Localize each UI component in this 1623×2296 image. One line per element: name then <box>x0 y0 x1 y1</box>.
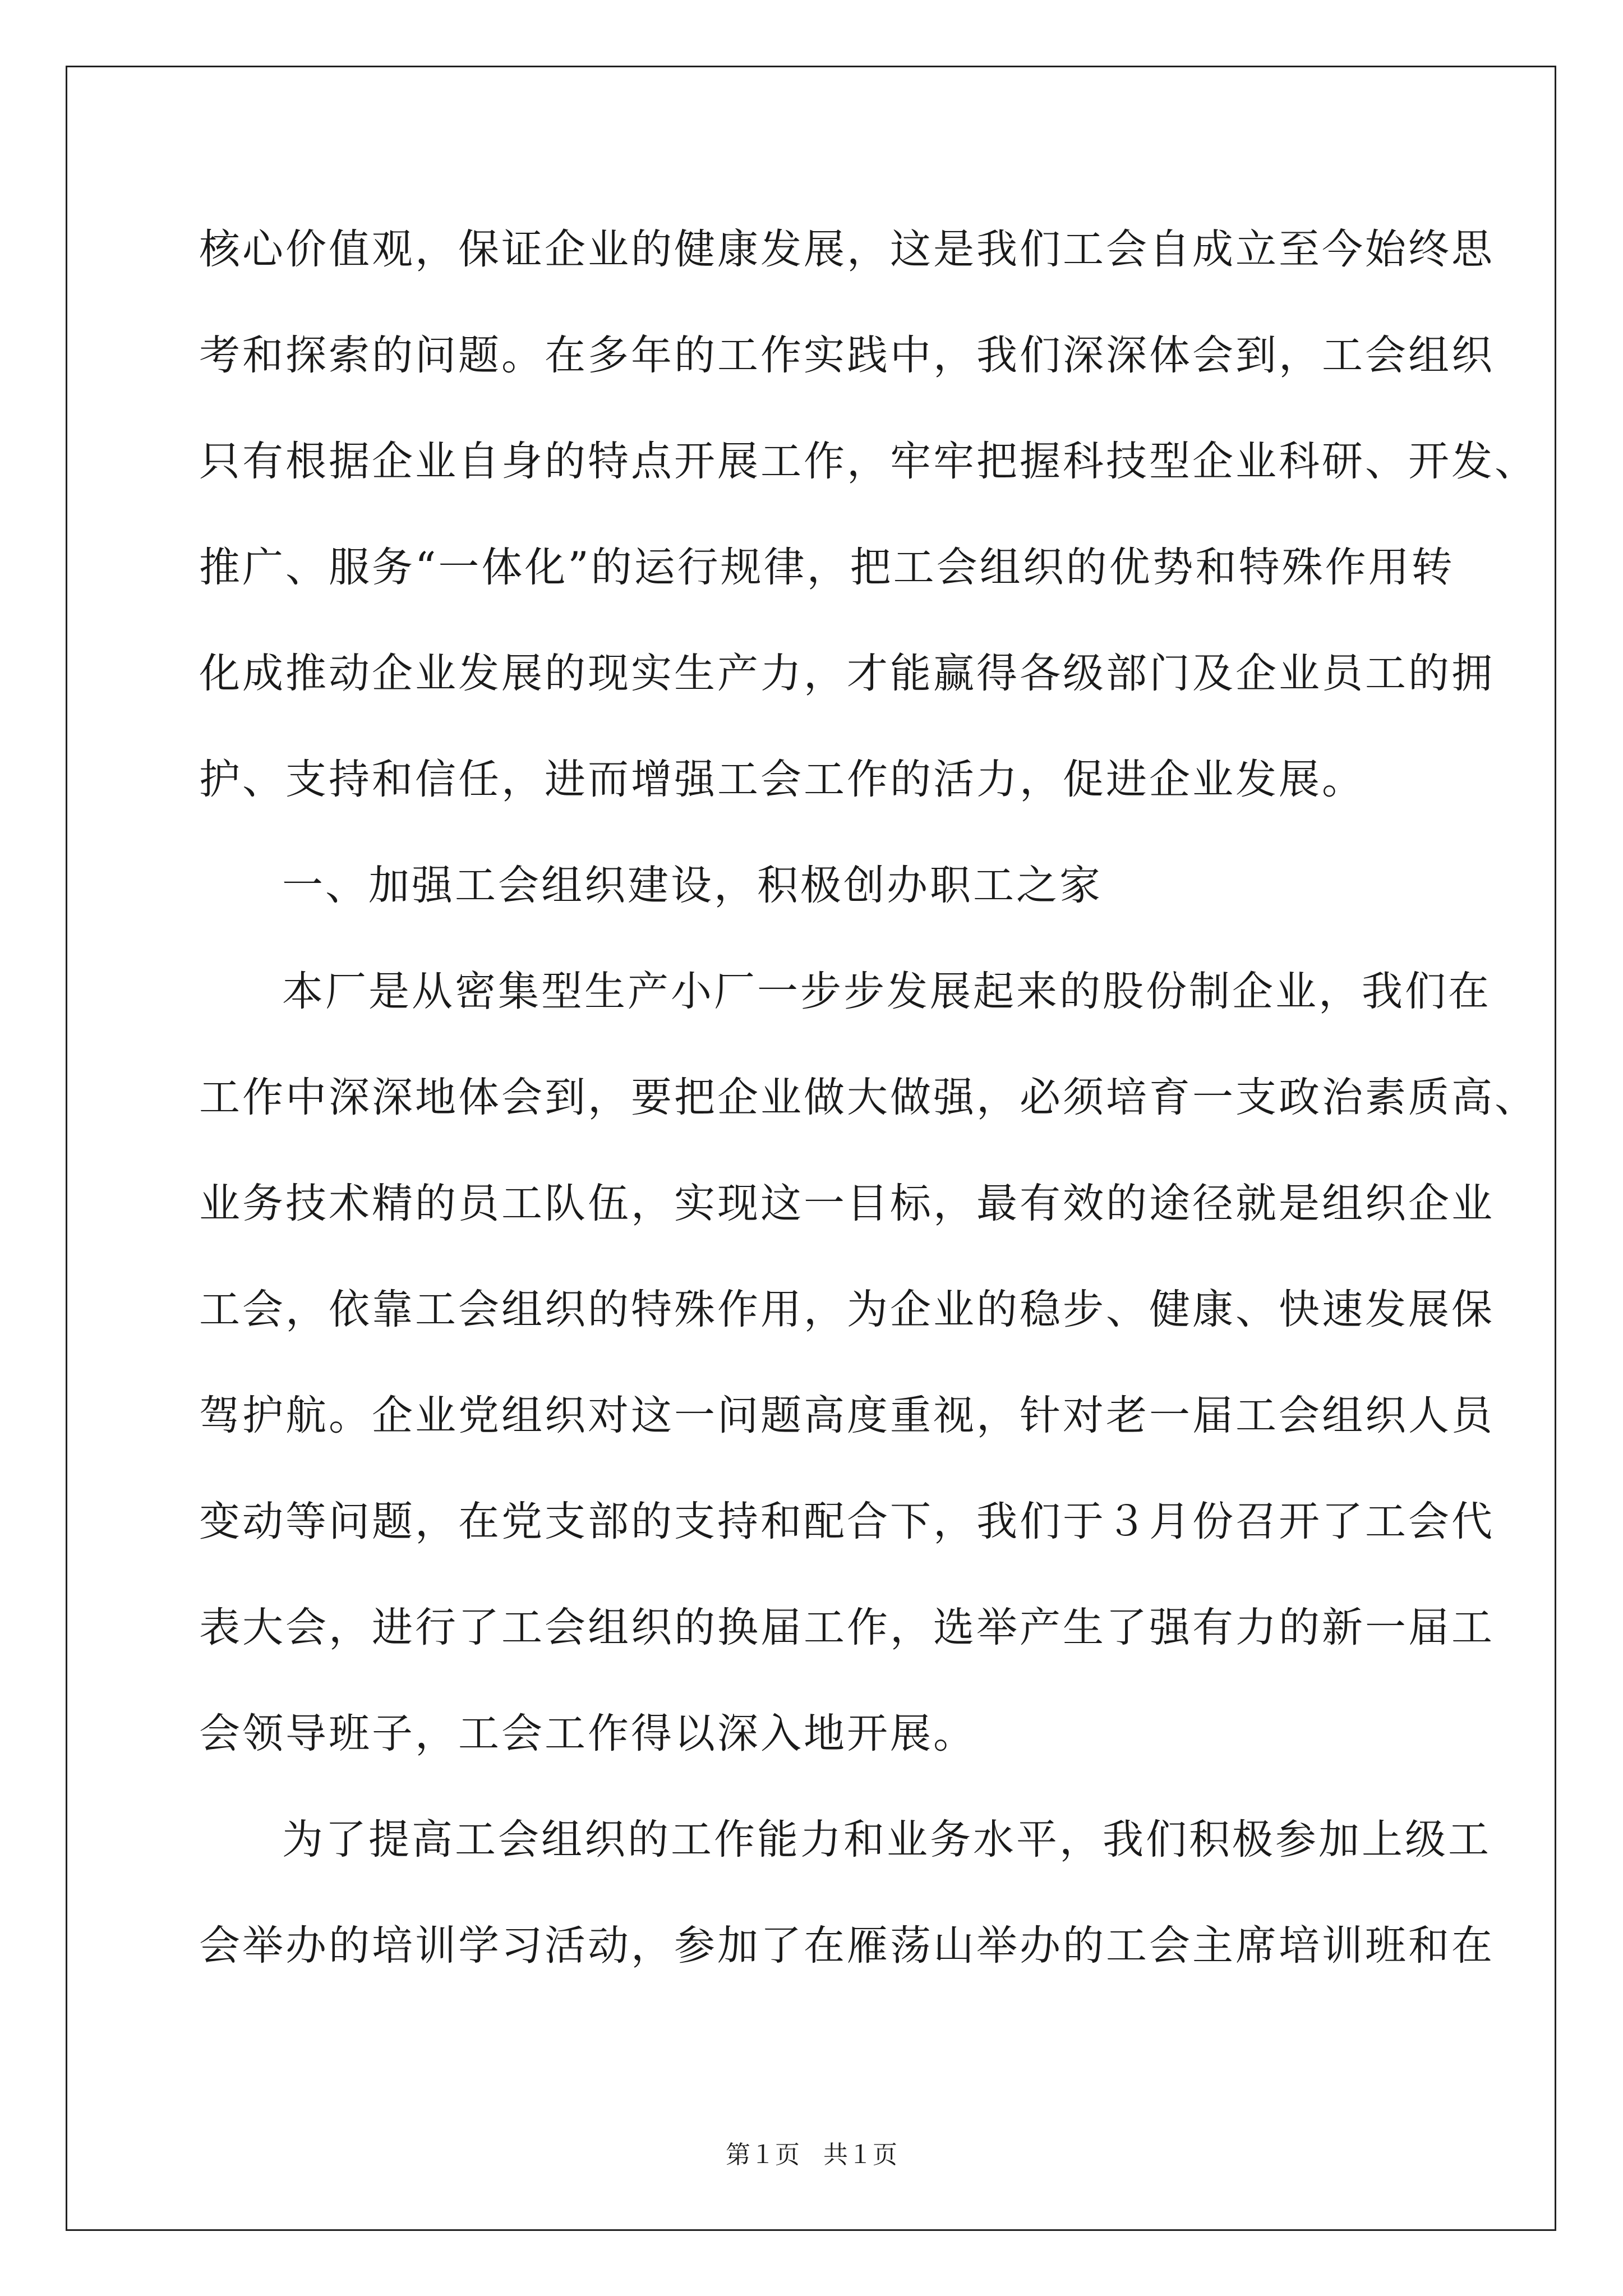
document-body <box>199 216 1538 2018</box>
text-line: 考和探索的问题。在多年的工作实践中，我们深深体会到，工会组织 <box>199 332 1495 379</box>
text-line: 推广、服务“一体化”的运行规律，把工会组织的优势和特殊作用转 <box>199 544 1455 591</box>
page-footer <box>0 2134 1623 2170</box>
text-line: 表大会，进行了工会组织的换届工作，选举产生了强有力的新一届工 <box>199 1604 1495 1651</box>
text-line: 会领导班子，工会工作得以深入地开展。 <box>199 1710 976 1757</box>
text-line: 核心价值观，保证企业的健康发展，这是我们工会自成立至今始终思 <box>199 226 1495 273</box>
text-line: 会举办的培训学习活动，参加了在雁荡山举办的工会主席培训班和在 <box>199 1922 1495 1970</box>
text-line: 护、支持和信任，进而增强工会工作的活力，促进企业发展。 <box>199 756 1365 803</box>
text-line: 变动等问题，在党支部的支持和配合下，我们于３月份召开了工会代 <box>199 1498 1495 1545</box>
page-number: 第１页 <box>726 2141 800 2169</box>
text-line: 驾护航。企业党组织对这一问题高度重视，针对老一届工会组织人员 <box>199 1392 1495 1439</box>
text-line: 本厂是从密集型生产小厂一步步发展起来的股份制企业，我们在 <box>282 968 1491 1015</box>
section-heading: 一、加强工会组织建设，积极创办职工之家 <box>282 862 1103 909</box>
text-line: 工会，依靠工会组织的特殊作用，为企业的稳步、健康、快速发展保 <box>199 1286 1495 1333</box>
text-line: 化成推动企业发展的现实生产力，才能赢得各级部门及企业员工的拥 <box>199 650 1495 697</box>
text-line: 业务技术精的员工队伍，实现这一目标，最有效的途径就是组织企业 <box>199 1180 1495 1227</box>
text-line: 工作中深深地体会到，要把企业做大做强，必须培育一支政治素质高、 <box>199 1074 1538 1121</box>
text-line: 只有根据企业自身的特点开展工作，牢牢把握科技型企业科研、开发、 <box>199 438 1538 485</box>
page-total: 共１页 <box>823 2141 897 2169</box>
text-line: 为了提高工会组织的工作能力和业务水平，我们积极参加上级工 <box>282 1816 1491 1864</box>
